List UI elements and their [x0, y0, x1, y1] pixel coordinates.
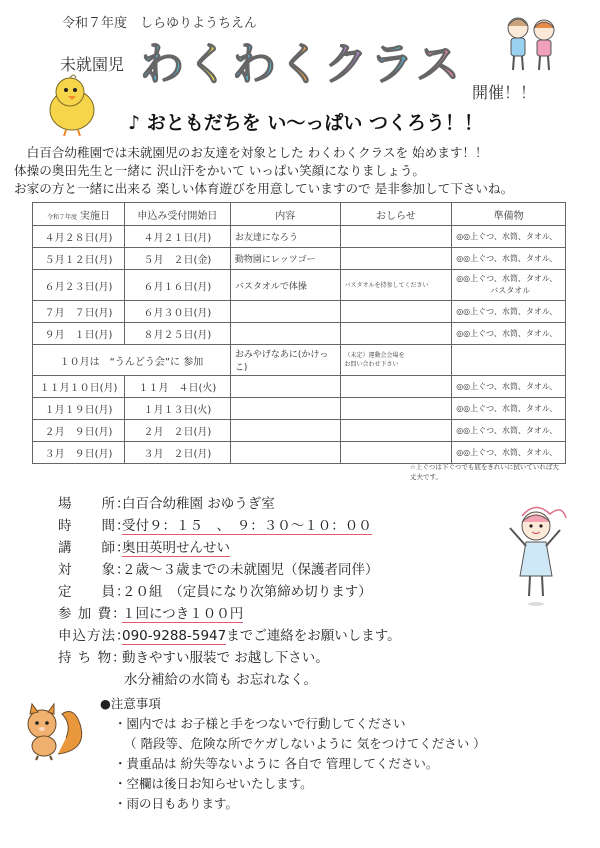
schedule-apply-date-text: ５月 ２日(金) [143, 255, 212, 266]
caution-item: ・雨の日もあります。 [114, 796, 239, 811]
header-apply: 申込み受付開始日 [124, 203, 230, 226]
schedule-row [33, 270, 566, 301]
schedule-notice-text: （未定）運動会会場を [344, 352, 405, 359]
schedule-items-text-2: バスタオル [490, 286, 531, 295]
schedule-items [452, 345, 566, 376]
header-date: 令和７年度 実施日 [33, 203, 125, 226]
info-target: 対 象： ２歳〜３歳までの未就園児（保護者同伴） [58, 562, 379, 578]
caution-item: ・空欄は後日お知らせいたします。 [114, 776, 313, 791]
schedule-apply-date [124, 270, 230, 301]
schedule-row [33, 376, 566, 398]
schedule-row [33, 398, 566, 420]
schedule-apply-date [124, 398, 230, 420]
schedule-date-text: ６月２３日(月) [44, 281, 113, 293]
schedule-apply-date [124, 323, 230, 345]
intro-line: 白百合幼稚園では未就園児のお友達を対象とした わくわくクラスを 始めます！！ [14, 145, 488, 160]
schedule-content-text: バスタオルで体操 [234, 281, 307, 292]
schedule-content [230, 248, 340, 270]
schedule-date-text: ５月１２日(月) [44, 255, 113, 266]
schedule-date-text: ２月 ９日(月) [44, 427, 113, 438]
header-class-prefix: 未就園児 [60, 55, 125, 74]
schedule-apply-date [124, 376, 230, 398]
schedule-notice [340, 248, 452, 270]
schedule-content [230, 398, 340, 420]
info-apply: 申込方法： 090-9288-5947 までご連絡をお願いします。 [58, 628, 401, 644]
class-name-title [140, 28, 462, 92]
header-suffix: 開催！！ [472, 83, 537, 102]
schedule-apply-date-text: ６月１６日(月) [143, 281, 212, 293]
info-fee: 参 加 費： １回につき１００円 [58, 602, 528, 624]
squirrel-illustration [18, 700, 88, 762]
schedule-apply-date-text: ６月３０日(月) [143, 308, 212, 319]
info-block [58, 492, 528, 690]
schedule-items [452, 398, 566, 420]
schedule-apply-date-text: １月１３日(火) [143, 405, 212, 416]
info-teacher: 講 師： 奥田英明せんせい [58, 536, 528, 558]
schedule-row [33, 248, 566, 270]
schedule-notice [340, 345, 452, 376]
info-capacity: 定 員： ２０組 （定員になり次第締め切ります） [58, 584, 372, 600]
schedule-date-text: ３月 ９日(月) [44, 449, 113, 460]
schedule-row [33, 345, 566, 376]
schedule-items [452, 270, 566, 301]
schedule-row [33, 420, 566, 442]
schedule-row [33, 323, 566, 345]
schedule-items [452, 420, 566, 442]
table-footnote: ☆上ぐつは下ぐつでも底をきれいに拭いていれば大丈夫です。 [410, 463, 559, 481]
cautions-block [100, 694, 486, 814]
chick-illustration [42, 72, 104, 138]
schedule-items-text: ◎◎上ぐつ、水筒、タオル、 [456, 231, 558, 241]
slogan: ♪ おともだちを い〜っぱい つくろう！！ [128, 112, 483, 134]
class-name-char: わ [140, 39, 186, 90]
schedule-items-text: ◎◎上ぐつ、水筒、タオル、 [456, 253, 558, 263]
schedule-notice [340, 323, 452, 345]
schedule-date [33, 398, 125, 420]
schedule-notice [340, 226, 452, 248]
schedule-apply-date-text: ２月 ２日(月) [143, 427, 212, 438]
schedule-content [230, 323, 340, 345]
schedule-content [230, 420, 340, 442]
schedule-items [452, 323, 566, 345]
schedule-content [230, 442, 340, 464]
info-place: 場 所： 白百合幼稚園 おゆうぎ室 [58, 496, 275, 512]
schedule-items-text: ◎◎上ぐつ、水筒、タオル、 [456, 274, 558, 283]
schedule-items-text: ◎◎上ぐつ、水筒、タオル、 [456, 425, 558, 435]
caution-item: ・園内では お子様と手をつないで行動してください [114, 716, 406, 731]
class-name-char: わ [232, 39, 278, 90]
schedule-notice [340, 301, 452, 323]
schedule-row [33, 301, 566, 323]
caution-item: ・貴重品は 紛失等ないように 各自で 管理してください。 [114, 756, 439, 771]
header-content: 内容 [230, 203, 340, 226]
schedule-items [452, 376, 566, 398]
schedule-notice-text-2: お問い合わせ下さい [344, 361, 399, 368]
schedule-notice [340, 398, 452, 420]
schedule-items-text: ◎◎上ぐつ、水筒、タオル、 [456, 381, 558, 391]
kids-illustration [500, 10, 562, 78]
schedule-items [452, 248, 566, 270]
schedule-content [230, 376, 340, 398]
schedule-items-text: ◎◎上ぐつ、水筒、タオル、 [456, 306, 558, 316]
schedule-date-text: ９月 １日(月) [44, 330, 113, 341]
schedule-notice [340, 376, 452, 398]
schedule-notice [340, 420, 452, 442]
schedule-date [33, 270, 125, 301]
schedule-header-row [33, 203, 566, 226]
schedule-apply-date-text: ４月２１日(月) [143, 233, 212, 244]
schedule-apply-date [124, 301, 230, 323]
intro-text [14, 144, 594, 198]
schedule-notice [340, 270, 452, 301]
schedule-date-text: ７月 ７日(月) [44, 308, 113, 319]
schedule-span-note-text: １０月は “うんどう会”に 参加 [59, 356, 204, 368]
schedule-items-text: ◎◎上ぐつ、水筒、タオル、 [456, 403, 558, 413]
schedule-apply-date-text: １１月 ４日(火) [138, 383, 217, 394]
schedule-date-text: １１月１０日(月) [39, 383, 118, 394]
schedule-date [33, 226, 125, 248]
schedule-notice [340, 442, 452, 464]
class-name-char: く [278, 39, 324, 90]
schedule-apply-date [124, 226, 230, 248]
caution-item: （ 階段等、危険な所でケガしないように 気をつけてください ） [124, 736, 486, 751]
header-items: 準備物 [452, 203, 566, 226]
schedule-apply-date [124, 248, 230, 270]
schedule-date-text: １月１９日(月) [44, 405, 113, 416]
schedule-items [452, 442, 566, 464]
schedule-date [33, 442, 125, 464]
schedule-content [230, 345, 340, 376]
schedule-date [33, 301, 125, 323]
schedule-content [230, 226, 340, 248]
schedule-content [230, 270, 340, 301]
schedule-date [33, 420, 125, 442]
class-name-char: く [186, 39, 232, 90]
cautions-title: ●注意事項 [100, 696, 161, 711]
schedule-date [33, 323, 125, 345]
class-name-char: ラ [370, 39, 416, 90]
schedule-date-text: ４月２８日(月) [44, 233, 113, 244]
header-notice: おしらせ [340, 203, 452, 226]
class-name-char: ク [324, 39, 370, 90]
schedule-row [33, 226, 566, 248]
header-year-school: 令和７年度 しらゆりようちえん [62, 16, 258, 31]
schedule-notice-text: バスタオルを持参してください [344, 281, 429, 289]
schedule-apply-date [124, 442, 230, 464]
schedule-apply-date-text: ８月２５日(月) [143, 330, 212, 341]
schedule-table [32, 202, 566, 464]
schedule-content-text: 動物園にレッツゴー [234, 255, 316, 265]
schedule-items-text: ◎◎上ぐつ、水筒、タオル、 [456, 447, 558, 457]
schedule-apply-date-text: ３月 ２日(月) [143, 449, 212, 460]
schedule-items-text: ◎◎上ぐつ、水筒、タオル、 [456, 328, 558, 338]
intro-line: お家の方と一緒に出来る 楽しい体育遊びを用意していますので 是非参加して下さいね。 [14, 181, 514, 196]
schedule-content-text: おみやげなあに(かけっこ) [234, 350, 329, 373]
class-name-char: ス [416, 39, 462, 90]
intro-line: 体操の奥田先生と一緒に 沢山汗をかいて いっぱい笑顔になりましょう。 [14, 163, 426, 178]
schedule-date [33, 248, 125, 270]
info-time: 時 間： 受付９：１５ 、 ９：３０〜１０：００ [58, 514, 528, 536]
schedule-row [33, 442, 566, 464]
schedule-items [452, 226, 566, 248]
schedule-content-text: お友達になろう [234, 233, 298, 243]
schedule-date [33, 376, 125, 398]
info-bring: 持 ち 物： 動きやすい服装で お越し下さい。 [58, 650, 329, 666]
info-bring-2: 水分補給の水筒も お忘れなく。 [124, 672, 318, 688]
schedule-span-note [33, 345, 231, 376]
schedule-apply-date [124, 420, 230, 442]
schedule-content [230, 301, 340, 323]
schedule-items [452, 301, 566, 323]
